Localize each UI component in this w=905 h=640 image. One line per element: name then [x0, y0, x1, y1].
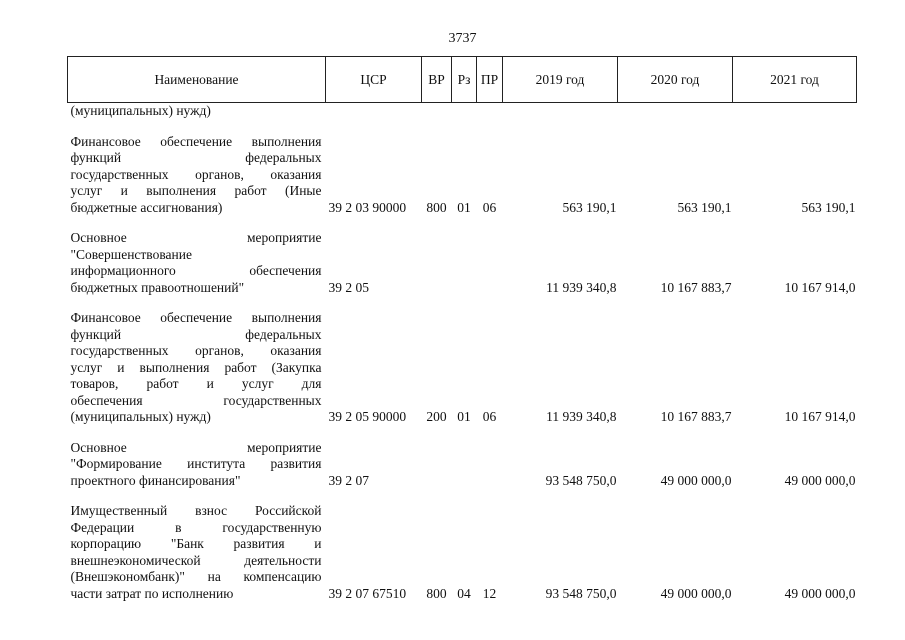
table-header-row — [68, 57, 857, 103]
row-pr: 06 — [482, 199, 497, 215]
row-2021: 563 190,1 — [801, 199, 856, 215]
row-spacer-cell — [68, 426, 857, 440]
row-2021: 49 000 000,0 — [784, 585, 856, 601]
row-2019: 563 190,1 — [562, 199, 617, 215]
row-csr: 39 2 07 — [328, 472, 369, 488]
header-2020: 2020 год — [618, 57, 733, 103]
budget-table — [67, 56, 857, 602]
row-name-line: функций федеральных — [70, 326, 322, 342]
row-spacer — [68, 296, 857, 310]
row-rz: 01 — [457, 409, 471, 424]
row-name-line: информационного обеспечения — [70, 263, 322, 278]
row-name-line: Федерации в государственную — [70, 519, 322, 535]
row-csr: 39 2 07 67510 — [328, 585, 407, 601]
table-row — [68, 503, 857, 602]
row-spacer-cell — [68, 296, 857, 310]
row-name-line: государственных органов, оказания — [70, 166, 322, 182]
row-name-line: Финансовое обеспечение выполнения — [70, 133, 322, 149]
row-vr — [422, 440, 452, 490]
row-2019: 11 939 340,8 — [546, 279, 617, 295]
row-name-line: проектного финансирования" — [70, 472, 241, 488]
row-spacer — [68, 489, 857, 503]
row-pr — [477, 440, 503, 490]
row-rz: 01 — [457, 199, 471, 215]
row-2020: 49 000 000,0 — [660, 585, 732, 601]
table-row — [68, 103, 857, 120]
row-2021 — [733, 103, 857, 120]
header-2021: 2021 год — [733, 57, 857, 103]
row-rz — [452, 440, 477, 490]
row-name-line: бюджетных правоотношений" — [70, 279, 245, 295]
row-name-line: части затрат по исполнению — [70, 585, 234, 601]
table-row — [68, 310, 857, 426]
row-2020: 49 000 000,0 — [660, 472, 732, 488]
table-row — [68, 230, 857, 296]
row-name-line: внешнеэкономической деятельности — [70, 552, 322, 568]
row-name-line: товаров, работ и услуг для — [70, 376, 322, 391]
row-csr — [326, 103, 422, 120]
row-name-line: Имущественный взнос Российской — [70, 503, 322, 518]
row-spacer-cell — [68, 120, 857, 134]
row-name — [68, 230, 326, 296]
row-csr: 39 2 05 — [328, 279, 369, 295]
row-pr — [477, 103, 503, 120]
row-name — [68, 103, 326, 120]
row-name — [68, 440, 326, 490]
header-pr: ПР — [477, 57, 503, 103]
header-csr: ЦСР — [326, 57, 422, 103]
header-vr: ВР — [422, 57, 452, 103]
row-vr: 200 — [426, 409, 447, 424]
row-vr: 800 — [426, 199, 447, 215]
row-csr: 39 2 03 90000 — [328, 199, 407, 215]
row-2020: 10 167 883,7 — [660, 279, 732, 295]
row-2020: 563 190,1 — [677, 199, 732, 215]
row-rz — [452, 230, 477, 296]
row-2019 — [503, 103, 618, 120]
row-2020 — [618, 103, 733, 120]
row-name-line: "Совершенствование — [70, 246, 192, 262]
row-name-line: "Формирование института развития — [70, 456, 322, 471]
row-name — [68, 503, 326, 602]
row-spacer-cell — [68, 489, 857, 503]
row-spacer — [68, 120, 857, 134]
row-2020: 10 167 883,7 — [660, 409, 732, 424]
row-vr: 800 — [426, 585, 447, 601]
row-rz: 04 — [457, 585, 471, 601]
row-name-line: услуг и выполнения работ (Иные — [70, 183, 322, 198]
header-name: Наименование — [68, 57, 326, 103]
row-spacer — [68, 216, 857, 230]
row-name — [68, 310, 326, 426]
row-2021: 10 167 914,0 — [784, 409, 856, 424]
row-pr: 06 — [482, 409, 497, 424]
table-body — [68, 103, 857, 603]
row-name-line: (муниципальных) нужд) — [70, 103, 211, 118]
row-2019: 93 548 750,0 — [545, 585, 617, 601]
row-name-line: Финансовое обеспечение выполнения — [70, 310, 322, 325]
row-2021: 10 167 914,0 — [784, 279, 856, 295]
row-name-line: бюджетные ассигнования) — [70, 199, 223, 215]
row-csr: 39 2 05 90000 — [328, 409, 407, 424]
row-name-line: (муниципальных) нужд) — [70, 409, 211, 424]
row-vr — [422, 230, 452, 296]
page-number: 3737 — [448, 31, 477, 46]
row-name-line: Основное мероприятие — [70, 439, 322, 455]
row-vr — [422, 103, 452, 120]
header-rz: Рз — [452, 57, 477, 103]
row-name-line: Основное мероприятие — [70, 230, 322, 245]
row-name-line: функций федеральных — [70, 150, 322, 165]
row-pr — [477, 230, 503, 296]
row-2019: 93 548 750,0 — [545, 472, 617, 488]
row-spacer-cell — [68, 216, 857, 230]
row-spacer — [68, 426, 857, 440]
table-row — [68, 134, 857, 217]
table-row — [68, 440, 857, 490]
row-name — [68, 134, 326, 217]
row-name-line: корпорацию "Банк развития и — [70, 536, 322, 551]
row-name-line: услуг и выполнения работ (Закупка — [70, 359, 322, 375]
row-name-line: (Внешэкономбанк)" на компенсацию — [70, 569, 322, 584]
row-pr: 12 — [482, 585, 497, 601]
row-rz — [452, 103, 477, 120]
row-name-line: государственных органов, оказания — [70, 343, 322, 358]
row-2019: 11 939 340,8 — [546, 409, 617, 424]
row-2021: 49 000 000,0 — [784, 472, 856, 488]
row-name-line: обеспечения государственных — [70, 392, 322, 408]
header-2019: 2019 год — [503, 57, 618, 103]
